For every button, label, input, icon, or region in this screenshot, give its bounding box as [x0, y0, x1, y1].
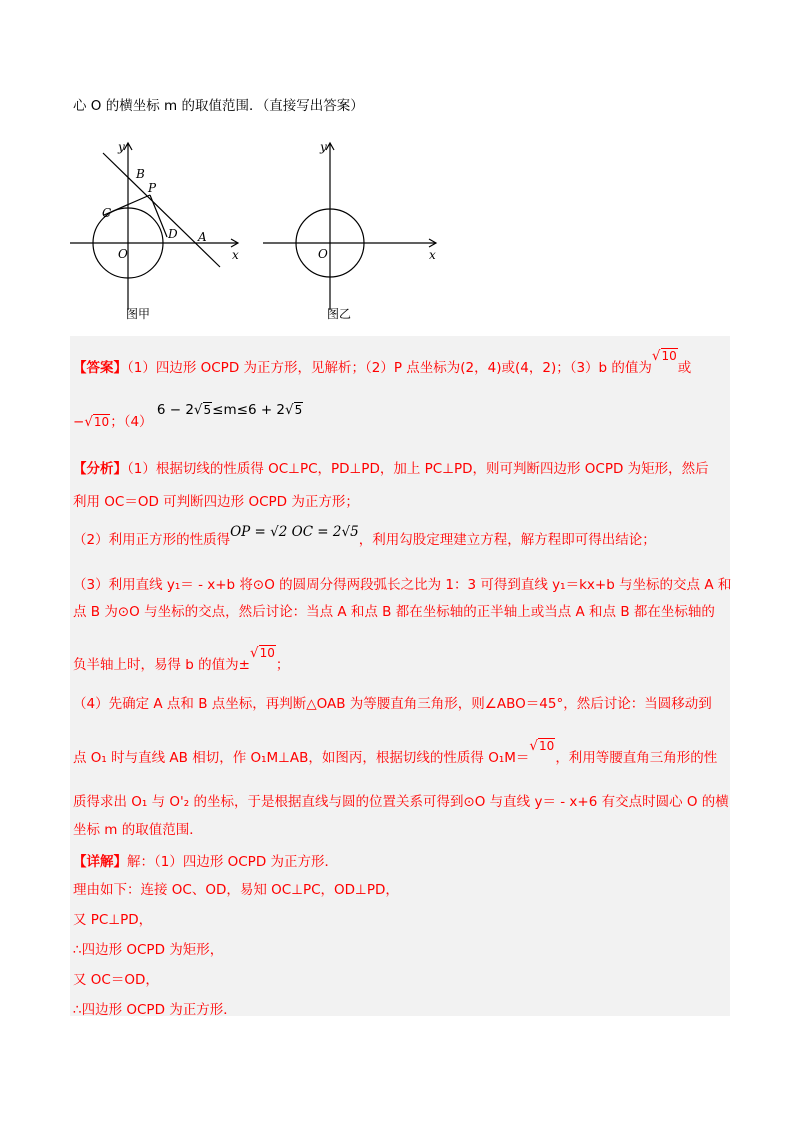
- answer-neg-sqrt10: 10: [93, 415, 110, 429]
- fig1-a-label: A: [198, 230, 207, 244]
- answer-line-2: −√10；（4） 6 − 2√5≤m≤6 + 2√5: [73, 402, 303, 430]
- analysis-line-6: 负半轴上时，易得 b 的值为±√10；: [73, 645, 290, 673]
- answer-range: 6 − 2√5≤m≤6 + 2√5: [156, 402, 303, 418]
- fig1-b-label: B: [136, 167, 145, 181]
- detail-line-6: ∴四边形 OCPD 为正方形．: [73, 1002, 237, 1018]
- detail-line-5: 又 OC＝OD，: [73, 972, 159, 988]
- figure-2: [258, 135, 448, 325]
- fig1-x-label: x: [232, 248, 239, 262]
- fig1-p-label: P: [148, 181, 157, 195]
- segment-pd: [150, 195, 167, 237]
- answer-or: 或: [677, 360, 692, 376]
- answer-minus: −: [73, 414, 85, 430]
- detail-line-2: 理由如下：连接 OC、OD，易知 OC⊥PC，OD⊥PD，: [73, 882, 399, 898]
- analysis-line-7: （4）先确定 A 点和 B 点坐标，再判断△OAB 为等腰直角三角形，则∠ABO＝45°，然后讨论：当圆移动到: [73, 696, 712, 712]
- fig1-o-label: O: [118, 247, 128, 261]
- answer-line-1: [73, 348, 692, 378]
- analysis-line-9: 质得求出 O₁ 与 O'₂ 的坐标，于是根据直线与圆的位置关系可得到⊙O 与直线 y＝ - x+6 有交点时圆心 O 的横: [73, 794, 729, 810]
- fig1-caption: 图甲: [126, 307, 151, 321]
- analysis-line-10: 坐标 m 的取值范围．: [73, 822, 203, 838]
- detail-tag: 【详解】: [73, 854, 127, 870]
- intro-text: 心 O 的横坐标 m 的取值范围．（直接写出答案）: [73, 98, 364, 114]
- fig2-y-label: y: [320, 140, 327, 154]
- fig1-c-label: C: [102, 206, 112, 220]
- analysis-line-5: 点 B 为⊙O 与坐标的交点，然后讨论：当点 A 和点 B 都在坐标轴的正半轴上或当点 A 和点 B 都在坐标轴的: [73, 604, 715, 620]
- fig2-o-label: O: [318, 247, 328, 261]
- answer-tag: 【答案】: [73, 360, 127, 376]
- analysis-line-1: 【分析】（1）根据切线的性质得 OC⊥PC，PD⊥PD，加上 PC⊥PD，则可判断四边形 OCPD 为矩形，然后: [73, 461, 709, 477]
- analysis-line-8: 点 O₁ 时与直线 AB 相切，作 O₁M⊥AB，如图丙，根据切线的性质得 O₁M＝√10，利用等腰直角三角形的性: [73, 738, 718, 766]
- fig1-y-label: y: [118, 140, 125, 154]
- b-value-sqrt10: √10: [249, 645, 275, 661]
- o1m-sqrt10: √10: [529, 738, 555, 754]
- detail-line-4: ∴四边形 OCPD 为矩形，: [73, 942, 224, 958]
- fig2-caption: 图乙: [327, 307, 352, 321]
- solution-panel: [70, 336, 730, 1016]
- figure-1: [68, 135, 248, 325]
- analysis-line-2: 利用 OC＝OD 可判断四边形 OCPD 为正方形；: [73, 494, 359, 510]
- detail-line-1: 【详解】解：（1）四边形 OCPD 为正方形．: [73, 854, 339, 870]
- analysis-line-4: （3）利用直线 y₁＝ - x+b 将⊙O 的圆周分得两段弧长之比为 1：3 可得到直线 y₁＝kx+b 与坐标的交点 A 和: [73, 577, 732, 593]
- detail-line-3: 又 PC⊥PD，: [73, 912, 153, 928]
- answer-sqrt10: √10: [651, 348, 677, 364]
- answer-part4: ；（4）: [110, 414, 153, 430]
- fig2-x-label: x: [429, 248, 436, 262]
- fig1-d-label: D: [168, 227, 178, 241]
- answer-text-1: （1）四边形 OCPD 为正方形，见解析；（2）P 点坐标为(2，4)或(4，2)；（3）b 的值为: [127, 360, 652, 376]
- analysis-line-3: （2）利用正方形的性质得OP = √2 OC = 2√5，利用勾股定理建立方程，解方程即可得出结论；: [73, 524, 656, 548]
- op-formula: OP = √2 OC = 2√5: [230, 524, 359, 540]
- analysis-tag: 【分析】: [73, 461, 127, 477]
